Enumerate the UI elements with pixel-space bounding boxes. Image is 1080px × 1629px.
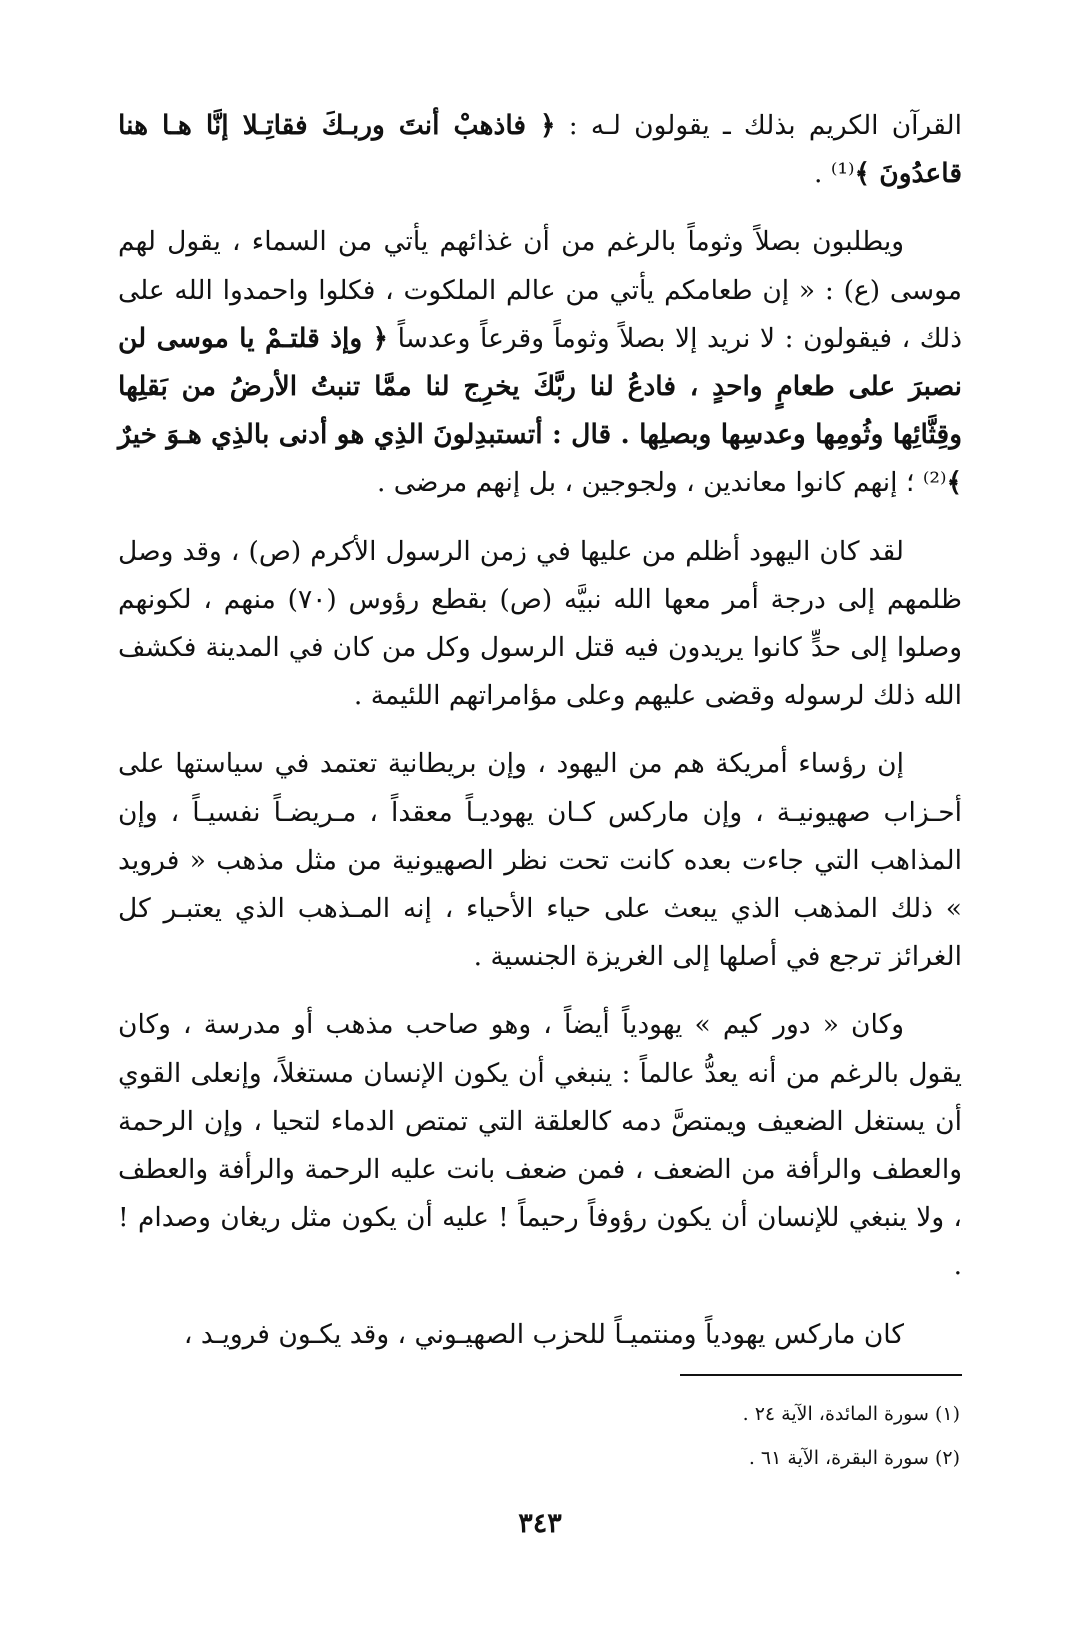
paragraph-3 <box>118 528 962 721</box>
footnote-ref-1: ⁽¹⁾ . <box>814 158 855 190</box>
paragraph-1 <box>118 102 962 198</box>
paragraph-3-text: لقد كان اليهود أظلم من عليها في زمن الرسول الأكرم (ص) ، وقد وصل ظلمهم إلى درجة أمر معها الله نبيَّه (ص) بقطع رؤوس (٧٠) منهم ، لكونهم وصلوا إلى حدٍّ كانوا يريدون فيه قتل الرسول وكل من كان في المدينة فكشف الله ذلك لرسوله وقضى عليهم وعلى مؤامراتهم اللئيمة . <box>118 535 962 712</box>
paragraph-4-text: إن رؤساء أمريكة هم من اليهود ، وإن بريطانية تعتمد في سياستها على أحـزاب صهيونيـة ، وإن ماركس كـان يهوديـاً معقداً ، مـريضـاً نفسيـاً ، وإن المذاهب التي جاءت بعده كانت تحت نظر الصهيونية من مثل مذهب « فرويد » ذلك المذهب الذي يبعث على حياء الأحياء ، إنه المـذهب الذي يعتبـر كل الغرائز ترجع في أصلها إلى الغريزة الجنسية . <box>118 748 962 973</box>
footnote-divider <box>680 1374 962 1376</box>
paragraph-6 <box>118 1311 962 1359</box>
page-number: ٣٤٣ <box>518 1508 562 1539</box>
quran-quote-1: ﴿ فاذهبْ أنتَ وربـكَ فقاتِـلا إنَّا هـا هنا قاعدُونَ ﴾ <box>118 110 962 190</box>
paragraph-1-text: القرآن الكريم بذلك ـ يقولون لـه : <box>555 110 962 141</box>
footnote-1: (١) سورة المائدة، الآية ٢٤ . <box>742 1403 960 1425</box>
footnote-2: (٢) سورة البقرة، الآية ٦١ . <box>748 1447 960 1469</box>
footnotes <box>118 1392 962 1480</box>
body-text <box>118 102 962 1379</box>
paragraph-5-text: وكان « دور كيم » يهودياً أيضاً ، وهو صاحب مذهب أو مدرسة ، وكان يقول بالرغم من أنه يعدُّ عالماً : ينبغي أن يكون الإنسان مستغلاً، وإنعلى القوي أن يستغل الضعيف ويمتصَّ دمه كالعلقة التي تمتص الدماء لتحيا ، وإن الرحمة والعطف والرأفة من الضعف ، فمن ضعف بانت عليه الرحمة والرأفة والعطف ، ولا ينبغي للإنسان أن يكون رؤوفاً رحيماً ! عليه أن يكون مثل ريغان وصدام ! . <box>118 1009 962 1282</box>
paragraph-4 <box>118 740 962 981</box>
paragraph-2-tail: ⁽²⁾ ؛ إنهم كانوا معاندين ، ولجوجين ، بل إنهم مرضى . <box>376 467 947 499</box>
quran-quote-2: ﴿ وإذ قلتـمْ يا موسى لن نصبرَ على طعامٍ واحدٍ ، فادعُ لنا ربَّكَ يخرِج لنا ممَّا تنبتُ الأرضُ من بَقلِها وقِثَّائِها وثُومِها وعدسِها وبصلِها . قال : أتستبدِلونَ الذِي هو أدنى بالذِي هـوَ خيرٌ ﴾ <box>118 322 962 499</box>
paragraph-6-text: كان ماركس يهودياً ومنتميـاً للحزب الصهيـوني ، وقد يكـون فرويـد ، <box>183 1318 904 1350</box>
paragraph-5 <box>118 1001 962 1290</box>
paragraph-2 <box>118 218 962 507</box>
paragraph-2-text: ويطلبون بصلاً وثوماً بالرغم من أن غذائهم يأتي من السماء ، يقول لهم موسى (ع) : « إن طعامكم يأتي من عالم الملكوت ، فكلوا واحمدوا الله على ذلك ، فيقولون : لا نريد إلا بصلاً وثوماً وقرعاً وعدساً <box>118 226 962 354</box>
